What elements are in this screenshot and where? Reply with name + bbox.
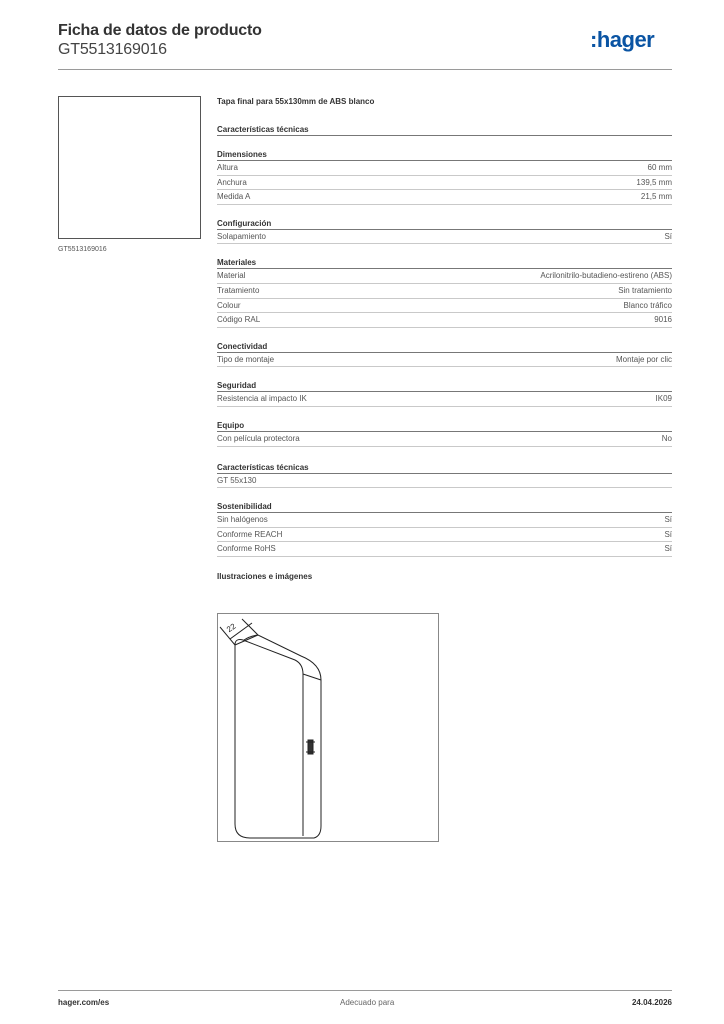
spec-label: Código RAL [217,315,261,325]
header-divider [58,69,672,70]
spec-label: Altura [217,163,238,172]
spec-content [217,95,672,584]
spec-value: Sí [664,231,672,241]
spec-value: Montaje por clic [615,354,672,364]
section-heading: Características técnicas [217,123,672,136]
spec-label: Solapamiento [217,231,266,241]
product-image-placeholder [58,96,201,239]
spec-value: No [661,433,672,443]
spec-row [217,176,672,191]
spec-row [217,161,672,176]
product-image-caption: GT5513169016 [58,246,107,253]
spec-row [217,299,672,314]
spec-row [217,313,672,328]
footer-suitable-for: Adecuado para [340,998,395,1007]
illustrations-heading: Ilustraciones e imágenes [217,571,313,581]
spec-row [217,269,672,284]
spec-label: Conforme REACH [217,529,283,539]
spec-label: Tipo de montaje [217,354,275,364]
spec-value: Sí [664,529,672,539]
spec-row [217,190,672,205]
spec-row [217,432,672,447]
footer-divider [58,990,672,991]
spec-value: Sí [664,544,672,554]
spec-row [217,392,672,407]
spec-row [217,513,672,528]
spec-row [217,474,672,489]
spec-label: Sin halógenos [217,515,268,525]
spec-value: Sin tratamiento [618,285,672,295]
section-heading: Dimensiones [217,148,672,161]
spec-value: 139,5 mm [636,177,672,187]
spec-value: 60 mm [647,163,672,172]
spec-label: Resistencia al impacto IK [217,394,307,404]
end-cap-drawing [218,614,438,841]
spec-value: 21,5 mm [640,192,672,202]
product-description: Tapa final para 55x130mm de ABS blanco [217,97,375,106]
spec-row [217,542,672,557]
spec-label: Material [217,271,246,281]
section-heading: Sostenibilidad [217,500,672,513]
spec-label: Tratamiento [217,285,260,295]
section-heading: Conectividad [217,340,672,353]
spec-label: Con película protectora [217,433,300,443]
spec-group-main [217,123,672,447]
document-title: Ficha de datos de producto [58,22,262,39]
spec-value: Acrilonitrilo-butadieno-estireno (ABS) [540,271,672,281]
spec-label: GT 55x130 [217,475,257,485]
spec-row [217,353,672,368]
page-header [58,22,672,70]
section-heading: Equipo [217,419,672,432]
spec-value: 9016 [654,315,672,325]
product-code: GT5513169016 [58,41,167,58]
section-heading: Seguridad [217,379,672,392]
svg-text::hager: :hager [590,27,655,52]
technical-drawing [217,613,439,842]
section-heading: Configuración [217,217,672,230]
spec-label: Colour [217,300,241,310]
spec-value: Sí [664,515,672,525]
spec-label: Conforme RoHS [217,544,276,554]
spec-group-secondary [217,461,672,557]
footer-website: hager.com/es [58,998,110,1007]
spec-row [217,230,672,245]
spec-row [217,284,672,299]
spec-label: Medida A [217,192,251,202]
spec-value: Blanco tráfico [623,300,672,310]
hager-logo [590,27,672,53]
spec-label: Anchura [217,177,247,187]
spec-row [217,528,672,543]
svg-text:22: 22 [225,621,238,635]
section-heading: Materiales [217,256,672,269]
spec-value: IK09 [655,394,672,404]
section-heading: Características técnicas [217,461,672,474]
footer-date: 24.04.2026 [631,998,672,1007]
